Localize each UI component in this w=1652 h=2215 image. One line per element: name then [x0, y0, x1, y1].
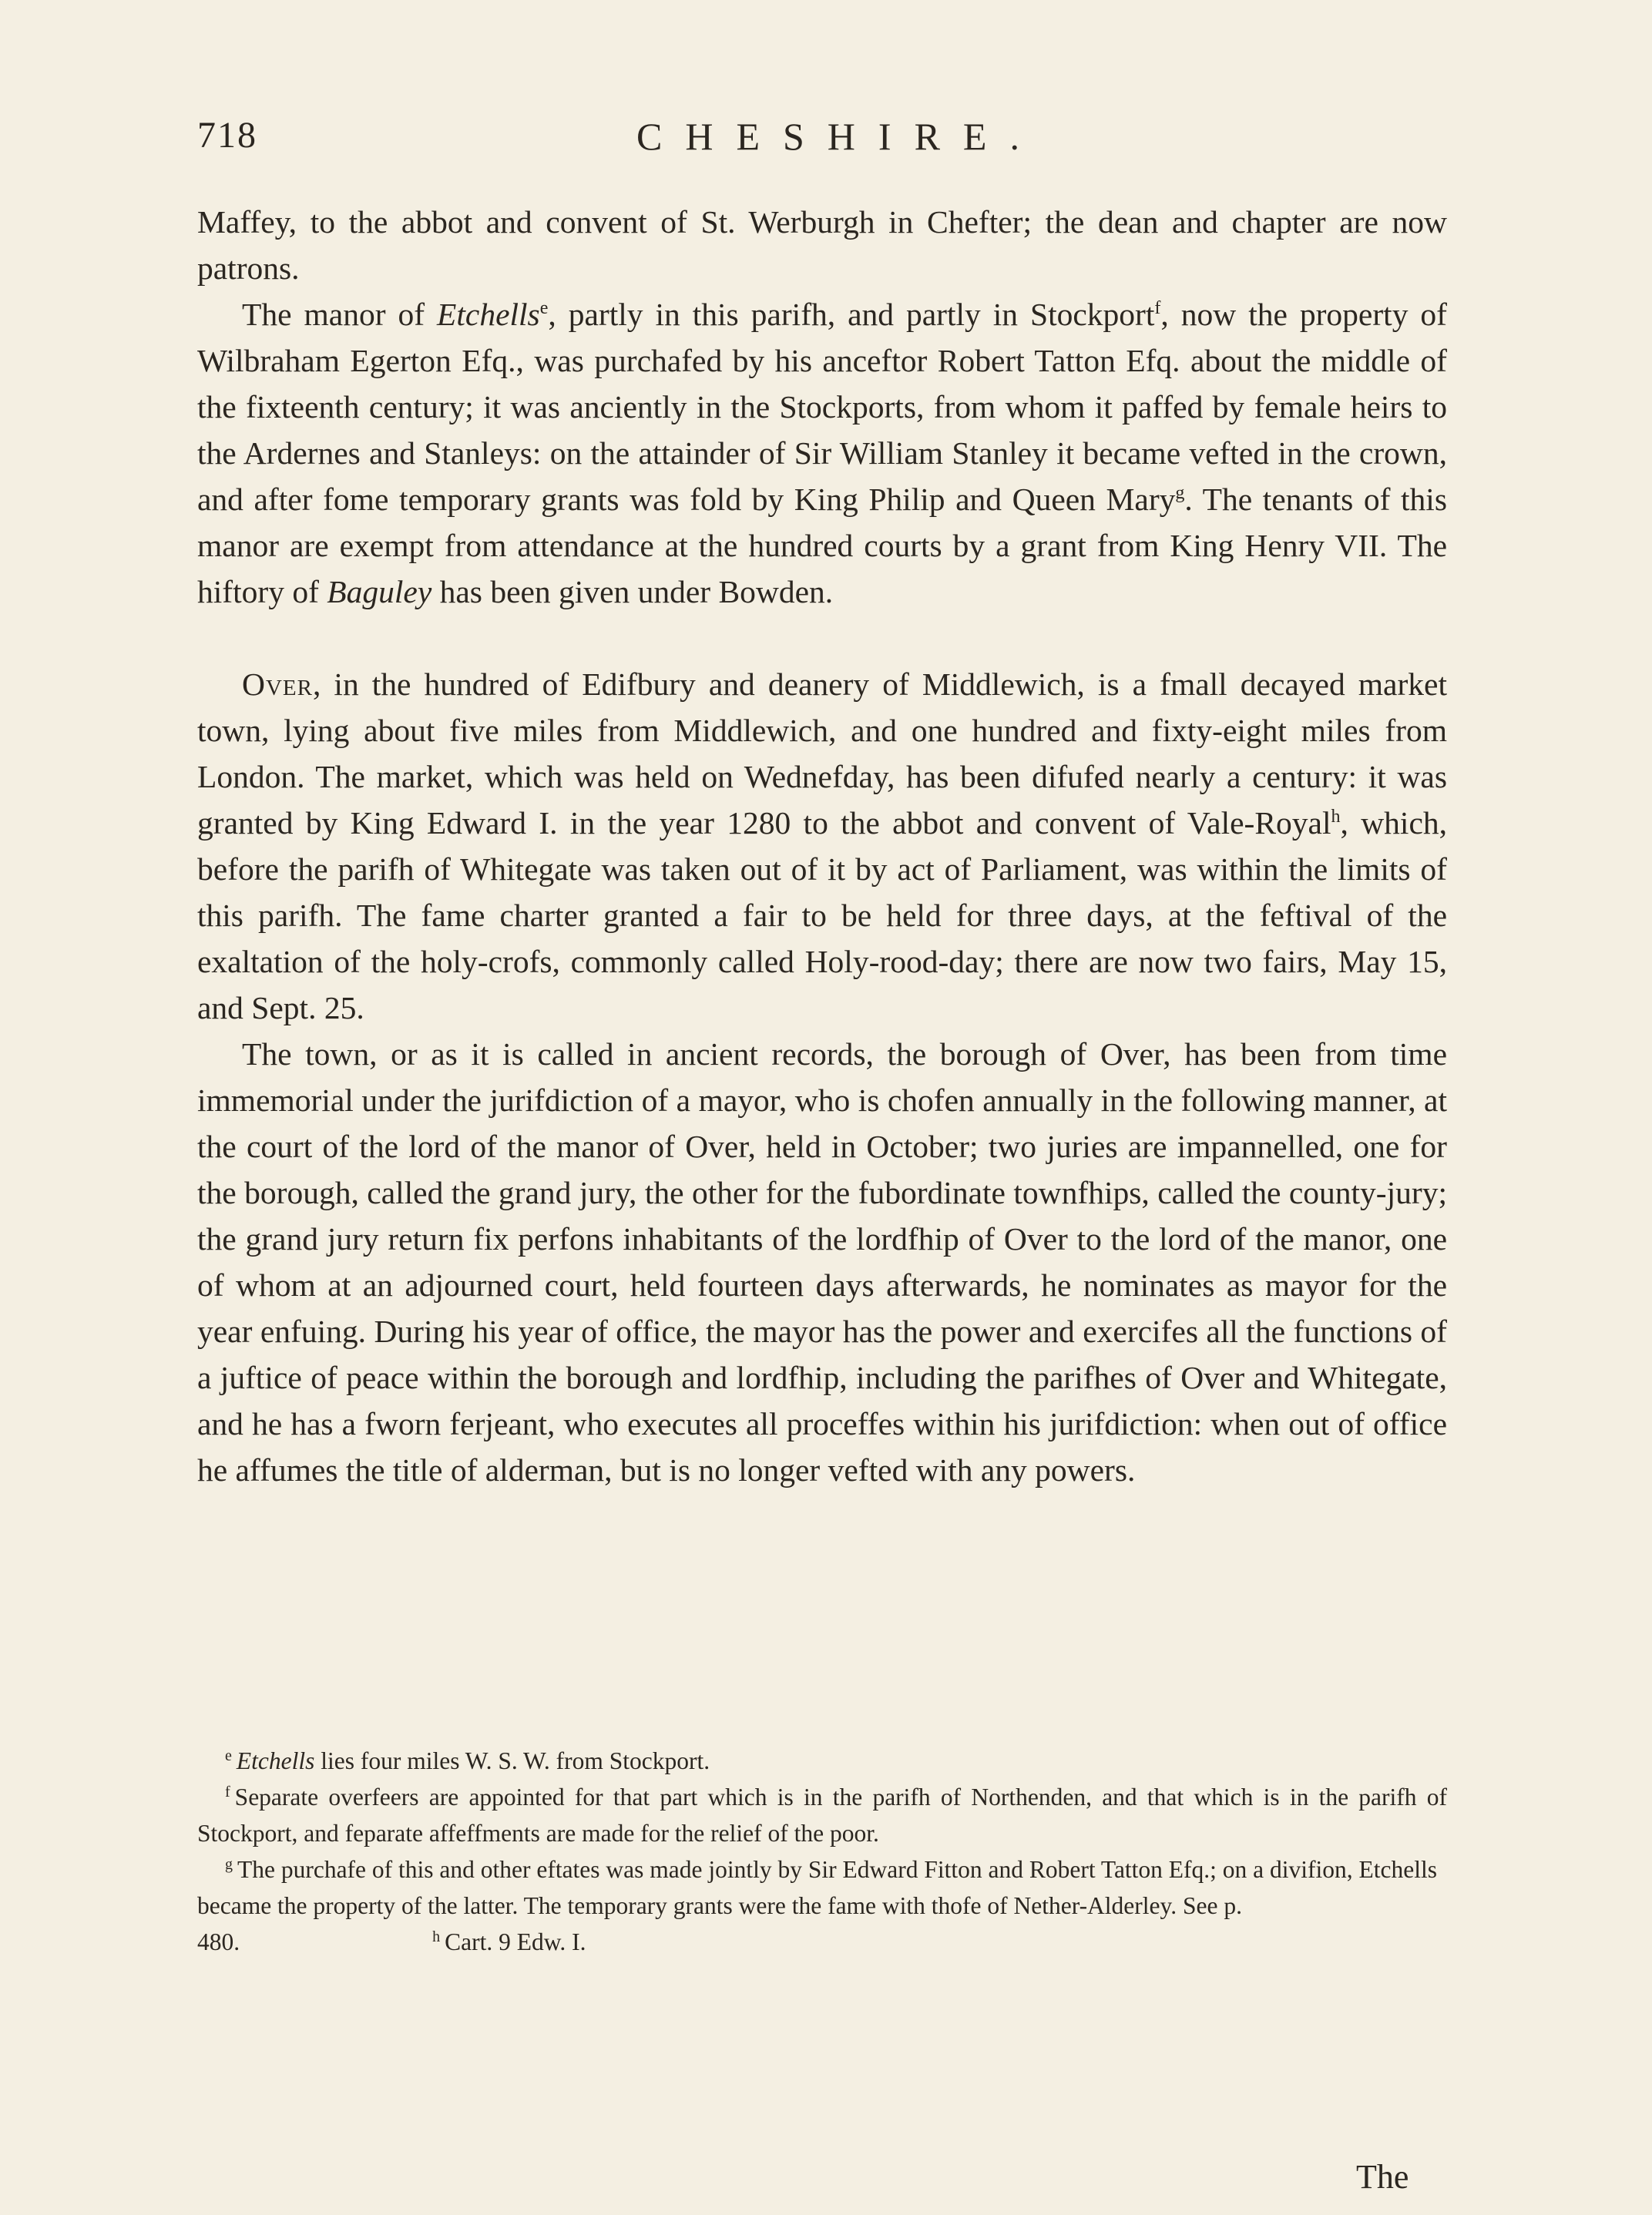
paragraph-borough: The town, or as it is called in ancient records, the borough of Over, has been from time immemorial under the jurifdiction of a mayor, who is chofen annually in the following manner, at the court of the lord of the manor of Over, held in October; two juries are impannelled, one for the borough, called the grand jury, the other for the fubordinate townfhips, called the county-jury; the grand jury return fix perfons inhabitants of the lordfhip of Over to the lord of the manor, one of whom at an adjourned court, held fourteen days afterwards, he nominates as mayor for the year enfuing. During his year of office, the mayor has the power and exercifes all the functions of a juftice of peace within the borough and lordfhip, including the parifhes of Over and Whitegate, and he has a fworn ferjeant, who executes all proceffes within his jurifdiction: when out of office he affumes the title of alderman, but is no longer vefted with any powers. — [197, 1036, 1447, 1488]
footnote-marker-f: f — [225, 1783, 230, 1801]
footnote-g: $^g$ The purchafe of this and other eftates was made jointly by Sir Edward Fitton and Robert Tatton Efq.; on a divifion, Etchells became the property of the latter. The temporary grants were the fame with thofe of Nether-Alderley. See p. 480. $^h$ Cart. 9 Edw. I. — [197, 1855, 1437, 1955]
footnote-marker-g: g — [225, 1855, 233, 1873]
page-number: 718 — [197, 115, 257, 156]
running-title: CHESHIRE. — [636, 115, 1043, 158]
footnote-h: $^h$ Cart. 9 Edw. I. — [432, 1928, 586, 1955]
place-name-baguley: Baguley — [327, 574, 432, 609]
footnote-ref-e[interactable]: e — [539, 298, 549, 319]
footnote-ref-h[interactable]: h — [1331, 807, 1341, 827]
paragraph-over: Over, in the hundred of Edifbury and deanery of Middlewich, is a fmall decayed market town, lying about five miles from Middlewich, and one hundred and fixty-eight miles from London. The market, which was held on Wednefday, has been difufed nearly a century: it was granted by King Edward I. in the year 1280 to the abbot and convent of Vale-Royal$^h$, which, before the parifh of Whitegate was taken out of it by act of Parliament, was within the limits of this parifh. The fame charter granted a fair to be held for three days, at the feftival of the exaltation of the holy-crofs, commonly called Holy-rood-day; there are now two fairs, May 15, and Sept. 25. — [197, 666, 1447, 1025]
footnote-marker-h: h — [432, 1928, 441, 1945]
footnote-marker-e: e — [225, 1747, 232, 1764]
section-gap — [197, 615, 1447, 661]
footnote-ref-g[interactable]: g — [1175, 483, 1185, 504]
running-head — [197, 114, 1446, 168]
paragraph-etchells: The manor of Etchells$^e$, partly in this parifh, and partly in Stockport$^f$, now the property of Wilbraham Egerton Efq., was purchafed by his anceftor Robert Tatton Efq. about the middle of the fixteenth century; it was anciently in the Stockports, from whom it paffed by female heirs to the Ardernes and Stanleys: on the attainder of Sir William Stanley it became vefted in the crown, and after fome temporary grants was fold by King Philip and Queen Mary$^g$. The tenants of this manor are exempt from attendance at the hundred courts by a grant from King Henry VII. The hiftory of Baguley has been given under Bowden. — [197, 297, 1447, 609]
footnotes — [197, 1743, 1447, 1960]
catchword: The — [1356, 2158, 1409, 2196]
paragraph-continuation: Maffey, to the abbot and convent of St. Werburgh in Chefter; the dean and chapter are now patrons. — [197, 204, 1447, 286]
place-name-etchells: Etchells — [437, 297, 540, 332]
footnote-ref-f[interactable]: f — [1154, 298, 1161, 319]
body-text — [197, 199, 1447, 1493]
footnote-e: $^e$ Etchells lies four miles W. S. W. from Stockport. — [225, 1747, 710, 1774]
section-lead-over: Over — [242, 666, 313, 702]
footnote-f: $^f$ Separate overfeers are appointed for that part which is in the parifh of Northenden, and that which is in the parifh of Stockport, and feparate affeffments are made for the relief of the poor. — [197, 1783, 1447, 1847]
